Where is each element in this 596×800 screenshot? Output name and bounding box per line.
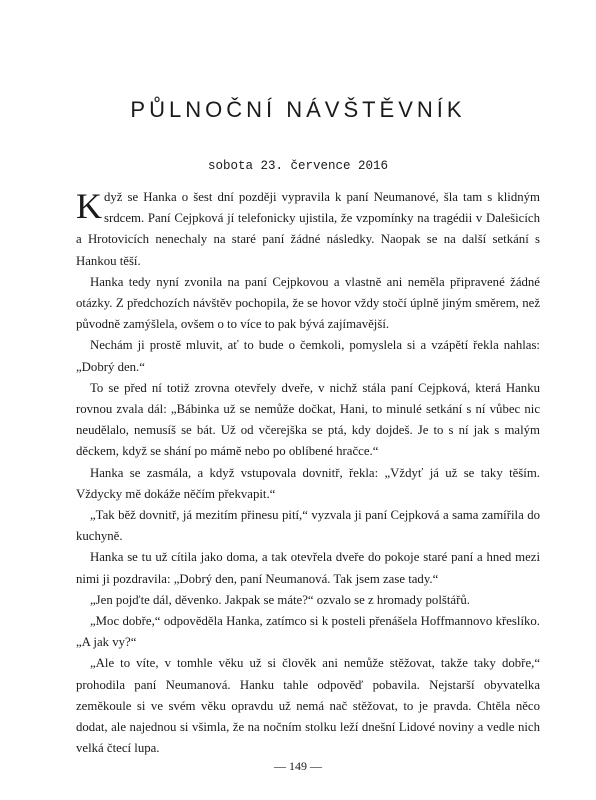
paragraph: To se před ní totiž zrovna otevřely dveře, v nichž stála paní Cejpková, která Hanku rovnou zvala dál: „Bábinka už se nemůže dočkat, Hani, to minulé setkání s ní vůbec nic neudělalo, nemusíš se bát. Už od včerejška se ptá, kdy dojdeš. Je to s ní jak s malým děckem, když se shání po mámě nebo po oblíbené hračce.“ (76, 380, 540, 459)
chapter-text (76, 187, 540, 759)
paragraph-text: dyž se Hanka o šest dní později vypravila k paní Neumanové, šla tam s klidným srdcem. Paní Cejpková jí telefonicky ujistila, že vzpomínky na tragédii v Dalešicích a Hrotovicích nenechaly na staré paní žádné následky. Naopak se na další setkání s Hankou těší. (76, 190, 540, 268)
paragraph: „Moc dobře,“ odpověděla Hanka, zatímco si k posteli přenášela Hoffmannovo křeslíko. „A jak vy?“ (76, 614, 540, 650)
paragraph (76, 187, 540, 272)
paragraph: Nechám ji prostě mluvit, ať to bude o čemkoli, pomyslela si a vzápětí řekla nahlas: „Dobrý den.“ (76, 338, 540, 374)
drop-cap: K (76, 186, 102, 226)
chapter-title: PŮLNOČNÍ NÁVŠTĚVNÍK (130, 97, 466, 122)
paragraph: Hanka se zasmála, a když vstupovala dovnitř, řekla: „Vždyť já už se taky těším. Vždycky mě dokáže něčím překvapit.“ (76, 465, 540, 501)
page-number: — 149 — (274, 759, 322, 773)
paragraph: „Tak běž dovnitř, já mezitím přinesu pití,“ vyzvala ji paní Cejpková a sama zamířila do kuchyně. (76, 508, 540, 544)
paragraph: Hanka se tu už cítila jako doma, a tak otevřela dveře do pokoje staré paní a hned mezi nimi ji pozdravila: „Dobrý den, paní Neumanová. Tak jsem zase tady.“ (76, 550, 540, 586)
chapter-date: sobota 23. července 2016 (207, 159, 389, 173)
paragraph: „Jen pojďte dál, děvenko. Jakpak se máte?“ ozvalo se z hromady polštářů. (90, 592, 470, 607)
paragraph: Hanka tedy nyní zvonila na paní Cejpkovou a vlastně ani neměla připravené žádné otázky. Z předchozích návštěv pochopila, že se hovor vždy stočí úplně jiným směrem, než původně zamýšlela, ovšem o to více to pak bývá zajímavější. (76, 274, 540, 332)
paragraph: „Ale to víte, v tomhle věku už si člověk ani nemůže stěžovat, takže taky dobře,“ prohodila paní Neumanová. Hanku tahle odpověď pobavila. Nejstarší obyvatelka zeměkoule si ve svém věku opravdu už nemá nač stěžovat, to je pravda. Chtěla něco dodat, ale najednou si všimla, že na nočním stolku leží dnešní Lidové noviny a vedle nich velká čtecí lupa. (76, 656, 540, 756)
